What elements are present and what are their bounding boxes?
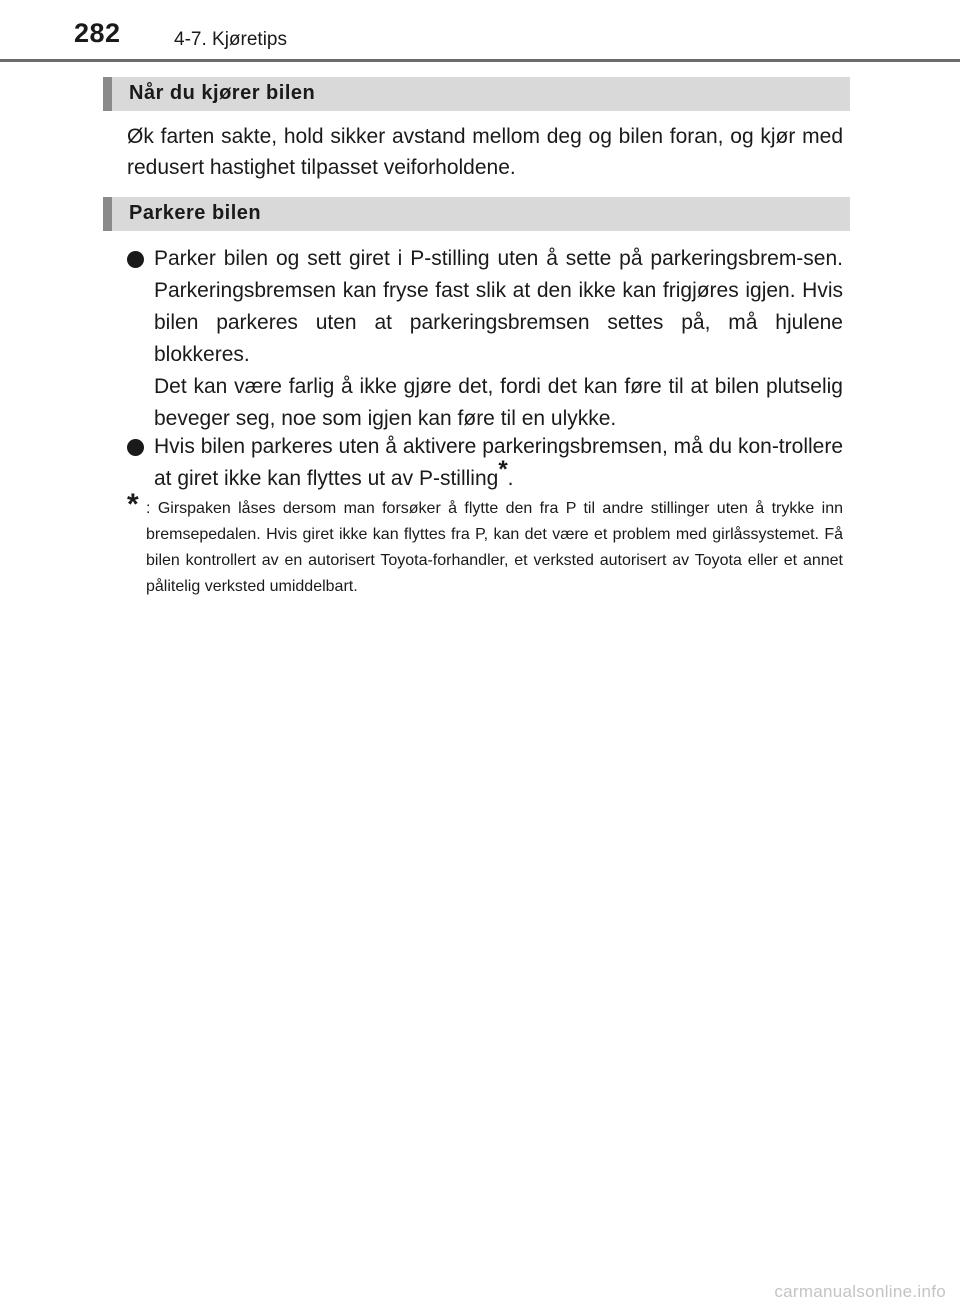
list-item [127, 243, 843, 435]
bullet-text: Parker bilen og sett giret i P-stilling uten å sette på parkeringsbrem-sen. Parkeringsbremsen kan fryse fast slik at den ikke kan frigjøres igjen. Hvis bilen parkeres uten at parkeringsbremsen settes på, må hjulene blokkeres. [154, 247, 843, 366]
bullet-text-body: Hvis bilen parkeres uten å aktivere parkeringsbremsen, må du kon-trollere at giret ikke kan flyttes ut av P-stilling [154, 435, 843, 490]
header-divider [0, 59, 960, 62]
section-heading-parking [103, 197, 850, 231]
section-heading-text: Parkere bilen [129, 202, 262, 224]
section-title: 4-7. Kjøretips [174, 29, 287, 50]
driving-paragraph: Øk farten sakte, hold sikker avstand mellom deg og bilen foran, og kjør med redusert hastighet tilpasset veiforholdene. [127, 125, 843, 179]
watermark: carmanualsonline.info [774, 1282, 946, 1301]
page-header [0, 0, 960, 62]
bullet-text [154, 431, 843, 495]
bullet-text-end: . [507, 467, 514, 490]
bullet-text-continued: Det kan være farlig å ikke gjøre det, fordi det kan føre til at bilen plutselig beveger seg, noe som igjen kan føre til en ulykke. [154, 375, 843, 430]
footnote-mark: * [127, 488, 139, 521]
footnote [127, 488, 843, 600]
bullet-icon [127, 251, 144, 268]
list-item [127, 431, 843, 495]
bullet-icon [127, 439, 144, 456]
footnote-reference: * [498, 456, 508, 483]
footnote-text: : Girspaken låses dersom man forsøker å flytte den fra P til andre stillinger uten å trykke inn bremsepedalen. Hvis giret ikke kan flyttes fra P, kan det være et problem med girlåssystemet. Få bilen kontrollert av en autorisert Toyota-forhandler, et verksted autorisert av Toyota eller et annet pålitelig verksted umiddelbart. [146, 500, 843, 595]
section-heading-driving [103, 77, 850, 111]
page-number: 282 [74, 18, 121, 48]
section-heading-text: Når du kjører bilen [129, 82, 316, 104]
